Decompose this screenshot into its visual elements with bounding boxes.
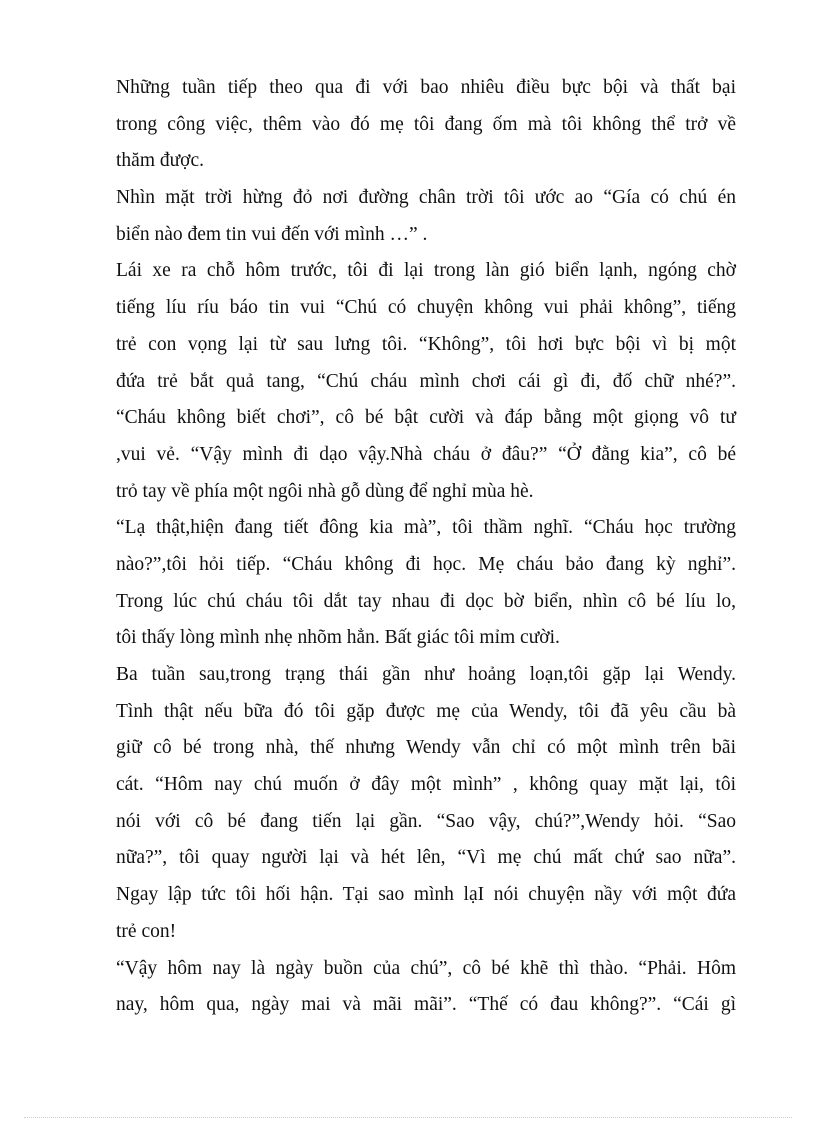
page-bottom-divider <box>24 1117 792 1118</box>
text-line: Tình thật nếu bữa đó tôi gặp được mẹ của Wendy, tôi đã yêu cầu bà <box>116 700 736 722</box>
text-line: tôi thấy lòng mình nhẹ nhõm hẳn. Bất giác tôi mỉm cười. <box>116 627 560 649</box>
text-line: tiếng líu ríu báo tin vui “Chú có chuyện không vui phải không”, tiếng <box>116 297 736 319</box>
text-line: nay, hôm qua, ngày mai và mãi mãi”. “Thế có đau không?”. “Cái gì <box>116 994 736 1016</box>
text-line: ,vui vẻ. “Vậy mình đi dạo vậy.Nhà cháu ở đâu?” “Ở đằng kia”, cô bé <box>116 443 736 465</box>
text-line: trẻ con! <box>116 920 177 942</box>
text-line: Ba tuần sau,trong trạng thái gần như hoảng loạn,tôi gặp lại Wendy. <box>116 664 736 685</box>
text-line: Ngay lập tức tôi hối hận. Tại sao mình lạI nói chuyện nầy với một đứa <box>116 884 736 906</box>
text-line: đứa trẻ bắt quả tang, “Chú cháu mình chơi cái gì đi, đố chữ nhé?”. <box>116 370 736 392</box>
text-line: nữa?”, tôi quay người lại và hét lên, “Vì mẹ chú mất chứ sao nữa”. <box>116 847 736 869</box>
text-line: trỏ tay về phía một ngôi nhà gỗ dùng để nghỉ mùa hè. <box>116 480 534 502</box>
text-line: Nhìn mặt trời hừng đỏ nơi đường chân trời tôi ước ao “Gía có chú én <box>116 187 736 209</box>
text-line: trẻ con vọng lại từ sau lưng tôi. “Không”, tôi hơi bực bội vì bị một <box>116 333 736 355</box>
text-line: giữ cô bé trong nhà, thế nhưng Wendy vẫn chỉ có một mình trên bãi <box>116 737 736 759</box>
text-line: “Vậy hôm nay là ngày buồn của chú”, cô bé khẽ thì thào. “Phải. Hôm <box>116 957 736 979</box>
text-line: trong công việc, thêm vào đó mẹ tôi đang ốm mà tôi không thể trở về <box>116 113 736 135</box>
text-line: nào?”,tôi hỏi tiếp. “Cháu không đi học. Mẹ cháu bảo đang kỳ nghỉ”. <box>116 553 736 575</box>
text-line: Những tuần tiếp theo qua đi với bao nhiêu điều bực bội và thất bại <box>116 77 736 98</box>
text-line: Trong lúc chú cháu tôi dắt tay nhau đi dọc bờ biển, nhìn cô bé líu lo, <box>116 590 736 612</box>
body-text <box>116 70 736 1024</box>
text-line: “Cháu không biết chơi”, cô bé bật cười và đáp bằng một giọng vô tư <box>116 407 736 429</box>
text-line: thăm được. <box>116 150 205 172</box>
text-line: cát. “Hôm nay chú muốn ở đây một mình” , không quay mặt lại, tôi <box>116 774 736 796</box>
text-line: Lái xe ra chỗ hôm trước, tôi đi lại trong làn gió biển lạnh, ngóng chờ <box>116 260 736 282</box>
text-line: “Lạ thật,hiện đang tiết đông kia mà”, tôi thầm nghĩ. “Cháu học trường <box>116 517 736 539</box>
text-line: biển nào đem tin vui đến với mình …” . <box>116 223 428 245</box>
text-line: nói với cô bé đang tiến lại gần. “Sao vậy, chú?”,Wendy hỏi. “Sao <box>116 810 736 832</box>
